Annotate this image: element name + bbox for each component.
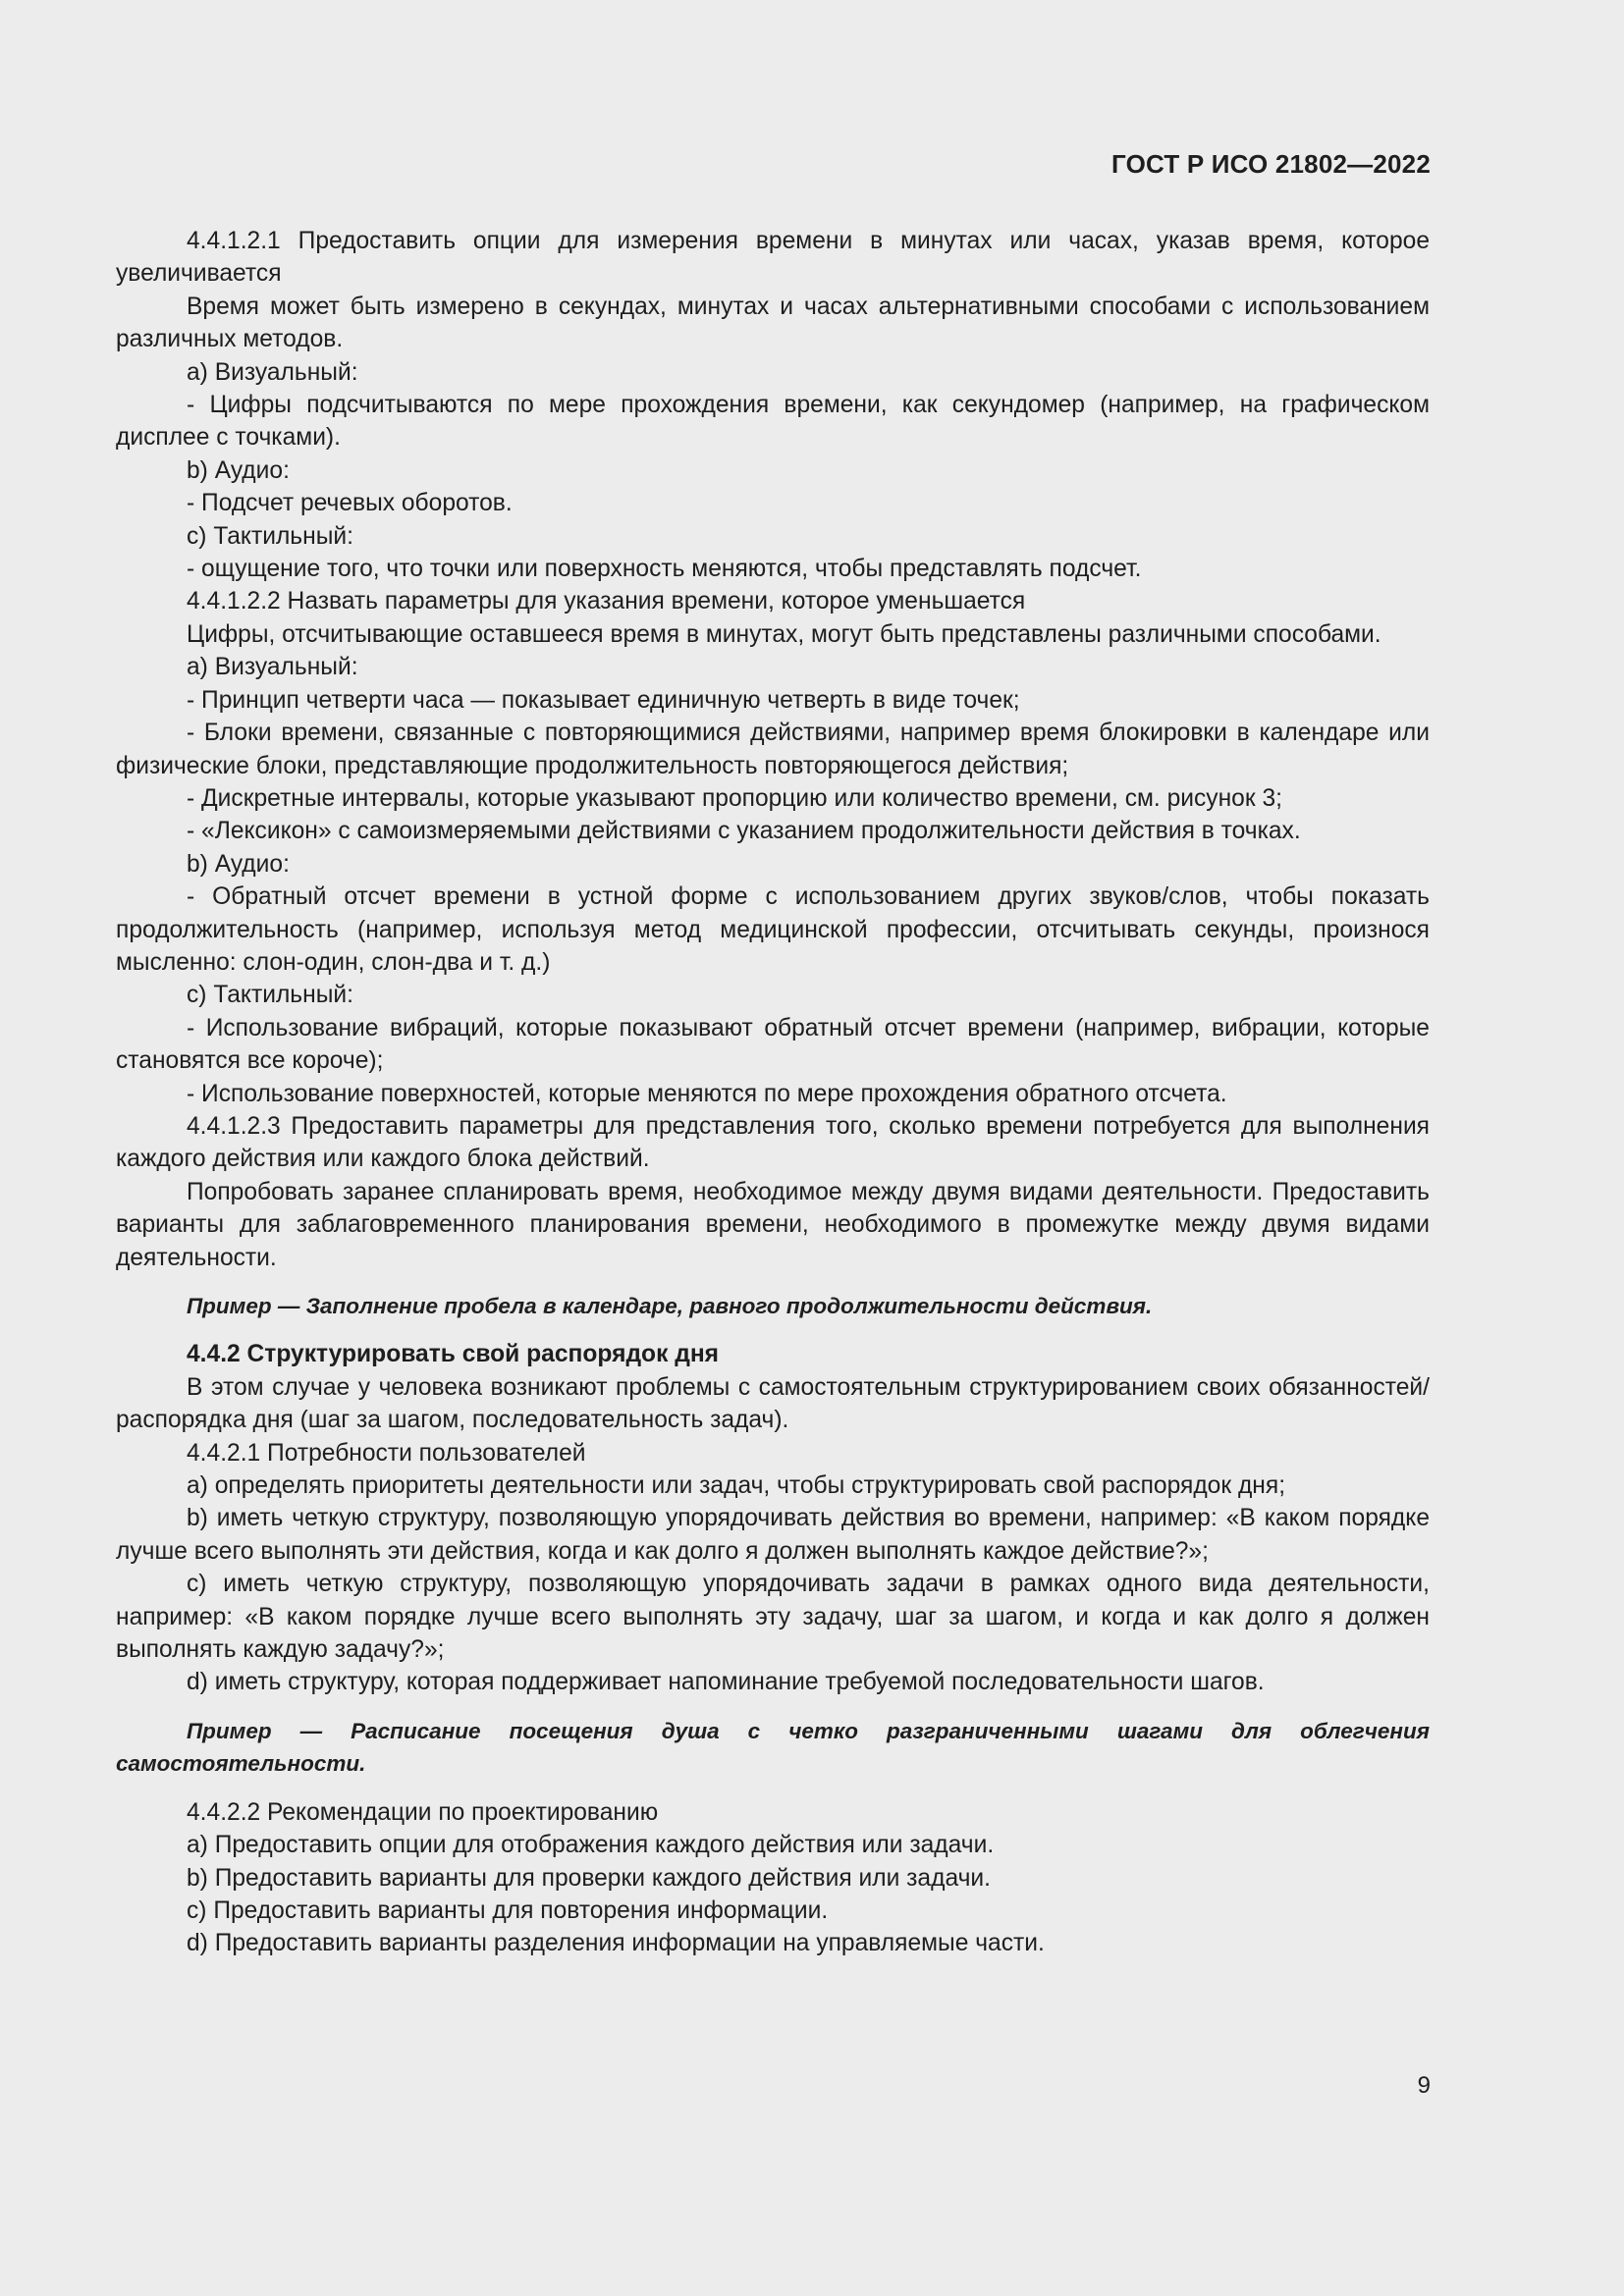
list-item: - Принцип четверти часа — показывает единичную четверть в виде точек; <box>187 686 1020 714</box>
list-item: c) Тактильный: <box>187 982 353 1009</box>
paragraph: 4.4.2.1 Потребности пользователей <box>187 1439 586 1467</box>
example-note: Пример — Расписание посещения душа с четко разграниченными шагами для облегчения самостоятельности. <box>116 1718 1430 1777</box>
list-item: c) иметь четкую структуру, позволяющую упорядочивать задачи в рамках одного вида деятельности, например: «В каком порядке лучше всего выполнять эту задачу, шаг за шагом, и когда и как долго я должен выполнять каждую задачу?»; <box>116 1571 1430 1664</box>
list-item: - «Лексикон» с самоизмеряемыми действиями с указанием продолжительности действия в точках. <box>187 818 1301 845</box>
list-item: c) Предоставить варианты для повторения информации. <box>187 1896 829 1924</box>
paragraph: 4.4.1.2.1 Предоставить опции для измерения времени в минутах или часах, указав время, которое увеличивается <box>116 228 1430 288</box>
paragraph: Попробовать заранее спланировать время, необходимое между двумя видами деятельности. Предоставить варианты для заблаговременного планирования времени, необходимого в промежутке между двумя видами деятельности. <box>116 1178 1430 1271</box>
document-header: ГОСТ Р ИСО 21802—2022 <box>1110 149 1431 179</box>
list-item: - ощущение того, что точки или поверхность меняются, чтобы представлять подсчет. <box>187 556 1142 583</box>
list-item: - Цифры подсчитываются по мере прохождения времени, как секундомер (например, на графическом дисплее с точками). <box>116 392 1430 452</box>
list-item: d) Предоставить варианты разделения информации на управляемые части. <box>187 1930 1045 1957</box>
list-item: - Дискретные интервалы, которые указывают пропорцию или количество времени, см. рисунок 3; <box>187 784 1282 812</box>
list-item: - Подсчет речевых оборотов. <box>187 490 513 517</box>
page-content <box>116 225 1430 1960</box>
page-number: 9 <box>1417 2072 1431 2099</box>
list-item: b) Предоставить варианты для проверки каждого действия или задачи. <box>187 1864 991 1892</box>
list-item: - Использование вибраций, которые показывают обратный отсчет времени (например, вибрации, которые становятся все короче); <box>116 1014 1430 1075</box>
list-item: b) иметь четкую структуру, позволяющую упорядочивать действия во времени, например: «В каком порядке лучше всего выполнять эти действия, когда и как долго я должен выполнять каждое действие?»; <box>116 1505 1430 1565</box>
list-item: - Обратный отсчет времени в устной форме с использованием других звуков/слов, чтобы показать продолжительность (например, используя метод медицинской профессии, отсчитывать секунды, произнося мысленно: слон-один, слон-два и т. д.) <box>116 883 1430 976</box>
list-item: - Блоки времени, связанные с повторяющимися действиями, например время блокировки в календаре или физические блоки, представляющие продолжительность повторяющегося действия; <box>116 720 1430 779</box>
list-item: a) Визуальный: <box>187 654 358 681</box>
list-item: b) Аудио: <box>187 456 290 484</box>
list-item: b) Аудио: <box>187 850 290 878</box>
list-item: - Использование поверхностей, которые меняются по мере прохождения обратного отсчета. <box>187 1080 1227 1107</box>
list-item: a) определять приоритеты деятельности или задач, чтобы структурировать свой распорядок дня; <box>187 1472 1286 1500</box>
paragraph: В этом случае у человека возникают проблемы с самостоятельным структурированием своих обязанностей/распорядка дня (шаг за шагом, последовательность задач). <box>116 1373 1430 1434</box>
list-item: c) Тактильный: <box>187 522 353 550</box>
paragraph: Цифры, отсчитывающие оставшееся время в минутах, могут быть представлены различными способами. <box>187 620 1381 648</box>
paragraph: Время может быть измерено в секундах, минутах и часах альтернативными способами с использованием различных методов. <box>116 293 1430 353</box>
paragraph: 4.4.1.2.3 Предоставить параметры для представления того, сколько времени потребуется для выполнения каждого действия или каждого блока действий. <box>116 1112 1430 1173</box>
list-item: d) иметь структуру, которая поддерживает напоминание требуемой последовательности шагов. <box>187 1669 1265 1696</box>
list-item: a) Визуальный: <box>187 358 358 386</box>
example-note: Пример — Заполнение пробела в календаре, равного продолжительности действия. <box>187 1294 1153 1318</box>
section-heading: 4.4.2 Структурировать свой распорядок дня <box>187 1341 720 1368</box>
list-item: a) Предоставить опции для отображения каждого действия или задачи. <box>187 1832 995 1859</box>
paragraph: 4.4.1.2.2 Назвать параметры для указания времени, которое уменьшается <box>187 588 1026 615</box>
paragraph: 4.4.2.2 Рекомендации по проектированию <box>187 1798 659 1826</box>
